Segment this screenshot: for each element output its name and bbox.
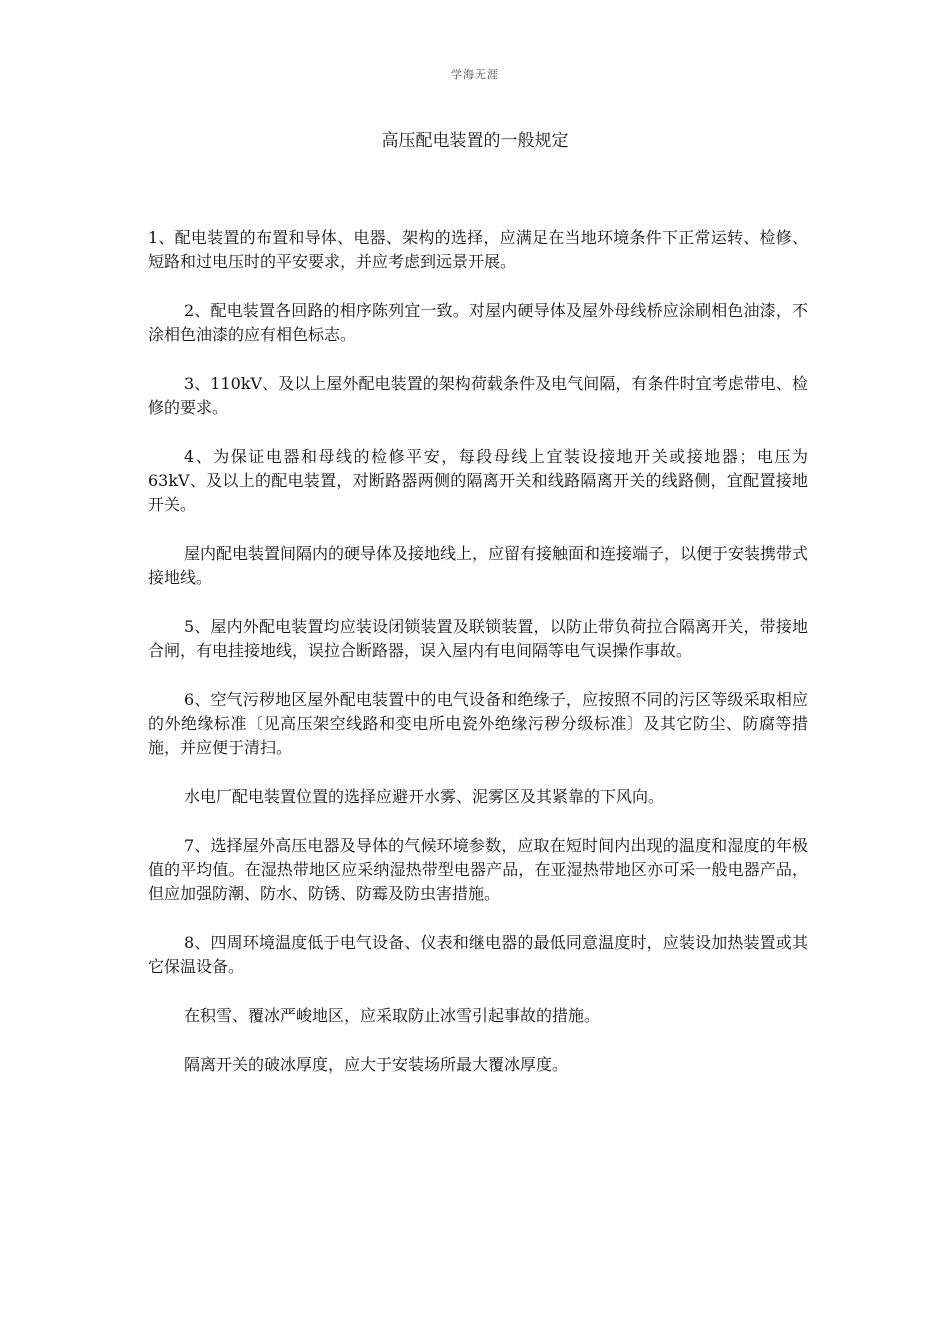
paragraph-8-note-1: 在积雪、覆冰严峻地区，应采取防止冰雪引起事故的措施。 — [184, 1006, 601, 1025]
paragraph-1: 1、配电装置的布置和导体、电器、架构的选择，应满足在当地环境条件下正常运转、检修、短路和过电压时的平安要求，并应考虑到远景开展。 — [148, 228, 808, 271]
paragraph-6-note: 水电厂配电装置位置的选择应避开水雾、泥雾区及其紧靠的下风向。 — [184, 787, 665, 806]
paragraph-4: 4、为保证电器和母线的检修平安，每段母线上宜装设接地开关或接地器；电压为63kV、及以上的配电装置，对断路器两侧的隔离开关和线路隔离开关的线路侧，宜配置接地开关。 — [148, 447, 808, 514]
document-body — [148, 226, 808, 1102]
document-title: 高压配电装置的一般规定 — [381, 131, 569, 151]
paragraph-4-note: 屋内配电装置间隔内的硬导体及接地线上，应留有接触面和连接端子，以便于安装携带式接地线。 — [148, 544, 809, 587]
paragraph-8-note-2: 隔离开关的破冰厚度，应大于安装场所最大覆冰厚度。 — [184, 1055, 569, 1074]
paragraph-7: 7、选择屋外高压电器及导体的气候环境参数，应取在短时间内出现的温度和湿度的年极值的平均值。在湿热带地区应采纳湿热带型电器产品，在亚湿热带地区亦可采一般电器产品，但应加强防潮、防水、防锈、防霉及防虫害措施。 — [148, 836, 808, 903]
paragraph-2: 2、配电装置各回路的相序陈列宜一致。对屋内硬导体及屋外母线桥应涂刷相色油漆，不涂相色油漆的应有相色标志。 — [148, 301, 808, 344]
paragraph-3: 3、110kV、及以上屋外配电装置的架构荷载条件及电气间隔，有条件时宜考虑带电、检修的要求。 — [148, 374, 808, 417]
paragraph-5: 5、屋内外配电装置均应装设闭锁装置及联锁装置，以防止带负荷拉合隔离开关，带接地合闸，有电挂接地线，误拉合断路器，误入屋内有电间隔等电气误操作事故。 — [148, 617, 808, 660]
paragraph-6: 6、空气污秽地区屋外配电装置中的电气设备和绝缘子，应按照不同的污区等级采取相应的外绝缘标准〔见高压架空线路和变电所电瓷外绝缘污秽分级标准〕及其它防尘、防腐等措施，并应便于清扫。 — [148, 690, 808, 757]
page-header: 学海无涯 — [451, 68, 499, 81]
paragraph-8: 8、四周环境温度低于电气设备、仪表和继电器的最低同意温度时，应装设加热装置或其它保温设备。 — [148, 933, 808, 976]
